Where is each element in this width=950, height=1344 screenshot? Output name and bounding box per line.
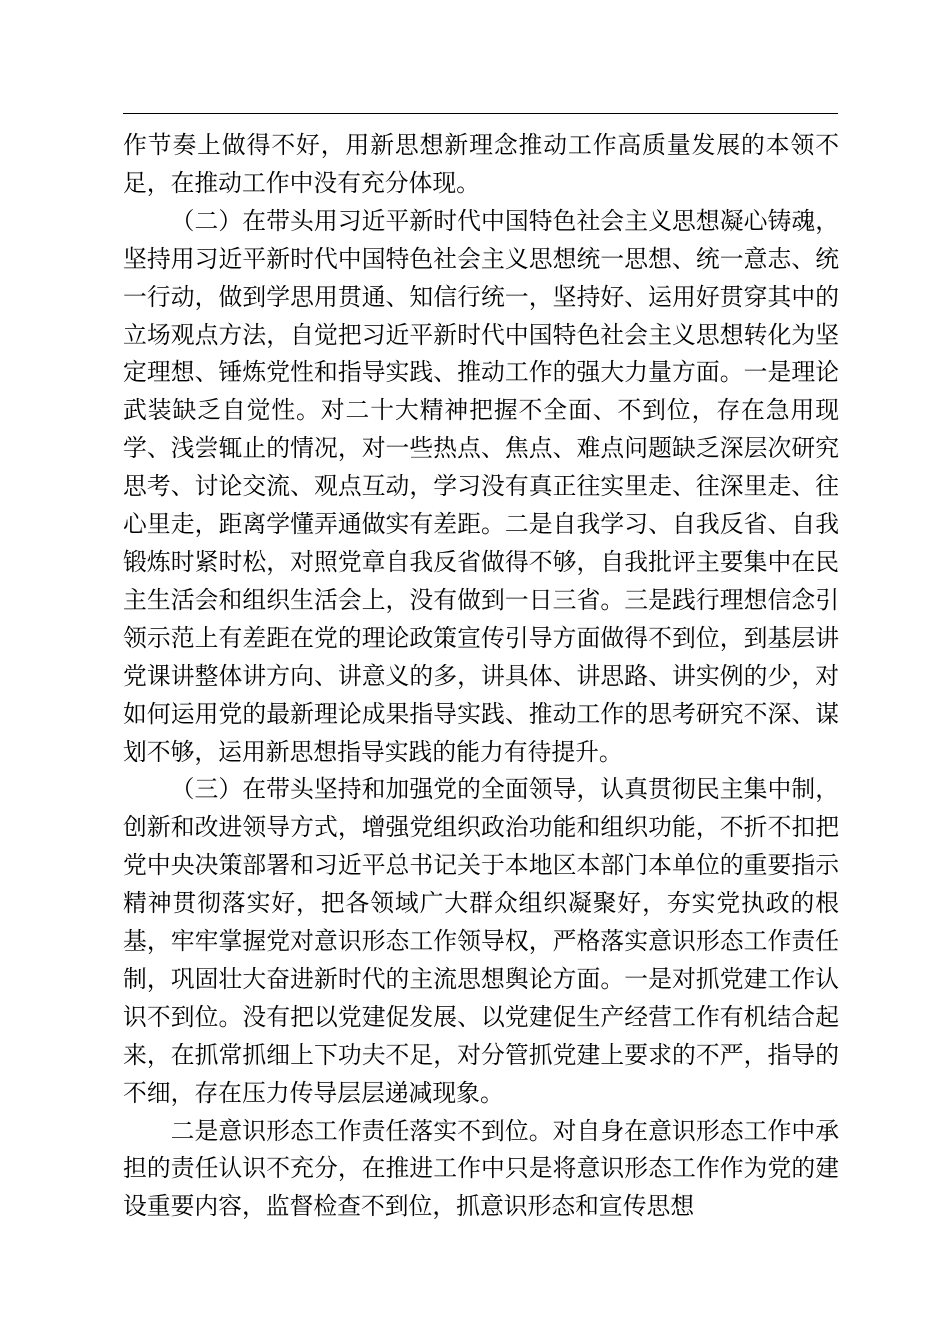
paragraph-ideology-responsibility: 二是意识形态工作责任落实不到位。对自身在意识形态工作中承担的责任认识不充分，在推进工作中只是将意识形态工作作为党的建设重要内容，监督检查不到位，抓意识形态和宣传思想 (123, 1116, 839, 1221)
paragraph-section-two: （二）在带头用习近平新时代中国特色社会主义思想凝心铸魂，坚持用习近平新时代中国特色社会主义思想统一思想、统一意志、统一行动，做到学思用贯通、知信行统一，坚持好、运用好贯穿其中的立场观点方法，自觉把习近平新时代中国特色社会主义思想转化为坚定理想、锤炼党性和指导实践、推动工作的强大力量方面。一是理论武装缺乏自觉性。对二十大精神把握不全面、不到位，存在急用现学、浅尝辄止的情况，对一些热点、焦点、难点问题缺乏深层次研究思考、讨论交流、观点互动，学习没有真正往实里走、往深里走、往心里走，距离学懂弄通做实有差距。二是自我学习、自我反省、自我锻炼时紧时松，对照党章自我反省做得不够，自我批评主要集中在民主生活会和组织生活会上，没有做到一日三省。三是践行理想信念引领示范上有差距在党的理论政策宣传引导方面做得不到位，到基层讲党课讲整体讲方向、讲意义的多，讲具体、讲思路、讲实例的少，对如何运用党的最新理论成果指导实践、推动工作的思考研究不深、谋划不够，运用新思想指导实践的能力有待提升。 (123, 206, 839, 766)
document-body (123, 127, 839, 1226)
header-rule (123, 113, 838, 114)
paragraph-section-three: （三）在带头坚持和加强党的全面领导，认真贯彻民主集中制，创新和改进领导方式，增强党组织政治功能和组织功能，不折不扣把党中央决策部署和习近平总书记关于本地区本部门本单位的重要指示精神贯彻落实好，把各领域广大群众组织凝聚好，夯实党执政的根基，牢牢掌握党对意识形态工作领导权，严格落实意识形态工作责任制，巩固壮大奋进新时代的主流思想舆论方面。一是对抓党建工作认识不到位。没有把以党建促发展、以党建促生产经营工作有机结合起来，在抓常抓细上下功夫不足，对分管抓党建上要求的不严，指导的不细，存在压力传导层层递减现象。 (123, 775, 839, 1107)
paragraph-continuation: 作节奏上做得不好，用新思想新理念推动工作高质量发展的本领不足，在推动工作中没有充分体现。 (123, 131, 839, 197)
